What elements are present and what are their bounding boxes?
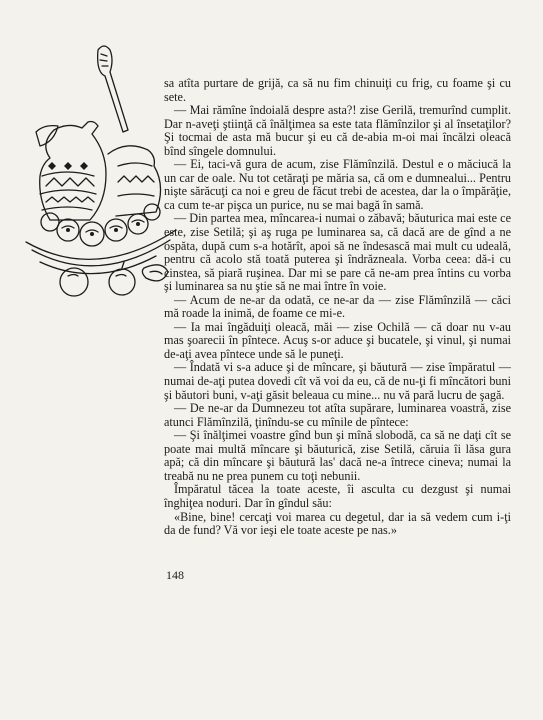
- food-jug-illustration: [18, 36, 178, 304]
- paragraph: — Mai rămîne îndoială despre asta?! zise Gerilă, tremurînd cumplit. Dar n-aveţi ştiinţă că înălţimea sa este tata flămînzilor şi al însetaţilor? Şi tocmai de asta mă bucur şi eu că de-abia m-oi mai încălzi oleacă bînd sîngele domnului.: [164, 103, 511, 158]
- story-text: [164, 77, 511, 538]
- paragraph: — Ei, taci-vă gura de acum, zise Flămînzilă. Destul e o măciucă la un car de oale. Nu tot cetăraţi pe măria sa, că om e dumnealui... Pentru nişte sărăcuţi ca noi e greu de făcut trebi de acestea, dar la o împărăţie, ca cum te-ar pişca un purice, nu se mai bagă în samă.: [164, 157, 511, 212]
- paragraph: — Din partea mea, mîncarea-i numai o zăbavă; băuturica mai este ce este, zise Setilă; şi aş ruga pe luminarea sa, că dacă are de gînd a ne ospăta, după cum s-a hotărît, apoi să ne îndesască mai mult cu udeală, pentru că acolo stă toată puterea şi îndrăzneala. Vorba ceea: dă-i cu cinstea, să piară ruşinea. Dar mi se pare că ne-am prea întins cu vorba şi luminarea sa nu ştie să ne mai între în voie.: [164, 211, 511, 294]
- paragraph: — Ia mai îngăduiţi oleacă, măi — zise Ochilă — că doar nu v-au mas şoarecii în pîntece. Acuş s-or aduce şi bucatele, şi vinul, şi numai de-aţi avea pîntece unde să le puneţi.: [164, 319, 511, 361]
- paragraph: — Şi înălţimei voastre gînd bun şi mînă slobodă, ca să ne daţi cît se poate mai multă mîncare şi băuturică, zise Setilă, căruia îi lăsa gura apă; că din mîncare şi băutură las' dacă ne-a întrece cineva; numai la treabă nu ne prea punem cu toţi nebunii.: [164, 428, 511, 483]
- page-number: 148: [166, 568, 184, 582]
- paragraph: Împăratul tăcea la toate aceste, îi asculta cu dezgust şi numai înghiţea noduri. Dar în gîndul său:: [164, 482, 511, 510]
- paragraph: «Bine, bine! cercaţi voi marea cu degetul, dar ia să vedem cum i-ţi da de fund? Vă vor ieşi ele toate aceste pe nas.»: [164, 509, 511, 538]
- paragraph: — Acum de ne-ar da odată, ce ne-ar da — zise Flămînzilă — căci mă roade la inimă, de foame ce mi-e.: [164, 292, 511, 321]
- paragraph: — De ne-ar da Dumnezeu tot atîta supărare, luminarea voastră, zise atunci Flămînzilă, ţinîndu-se cu mînile de pîntece:: [164, 401, 511, 429]
- paragraph: — Îndată vi s-a aduce şi de mîncare, şi băutură — zise împăratul — numai de-aţi putea dovedi cît vă voi da eu, că de nu-ţi fi mîncători buni şi băutori buni, v-aţi găsit beleaua cu mine... nu vă pară lucru de şagă.: [164, 360, 511, 402]
- paragraph: sa atîta purtare de grijă, ca să nu fim chinuiţi cu frig, cu foame şi cu sete.: [164, 76, 511, 104]
